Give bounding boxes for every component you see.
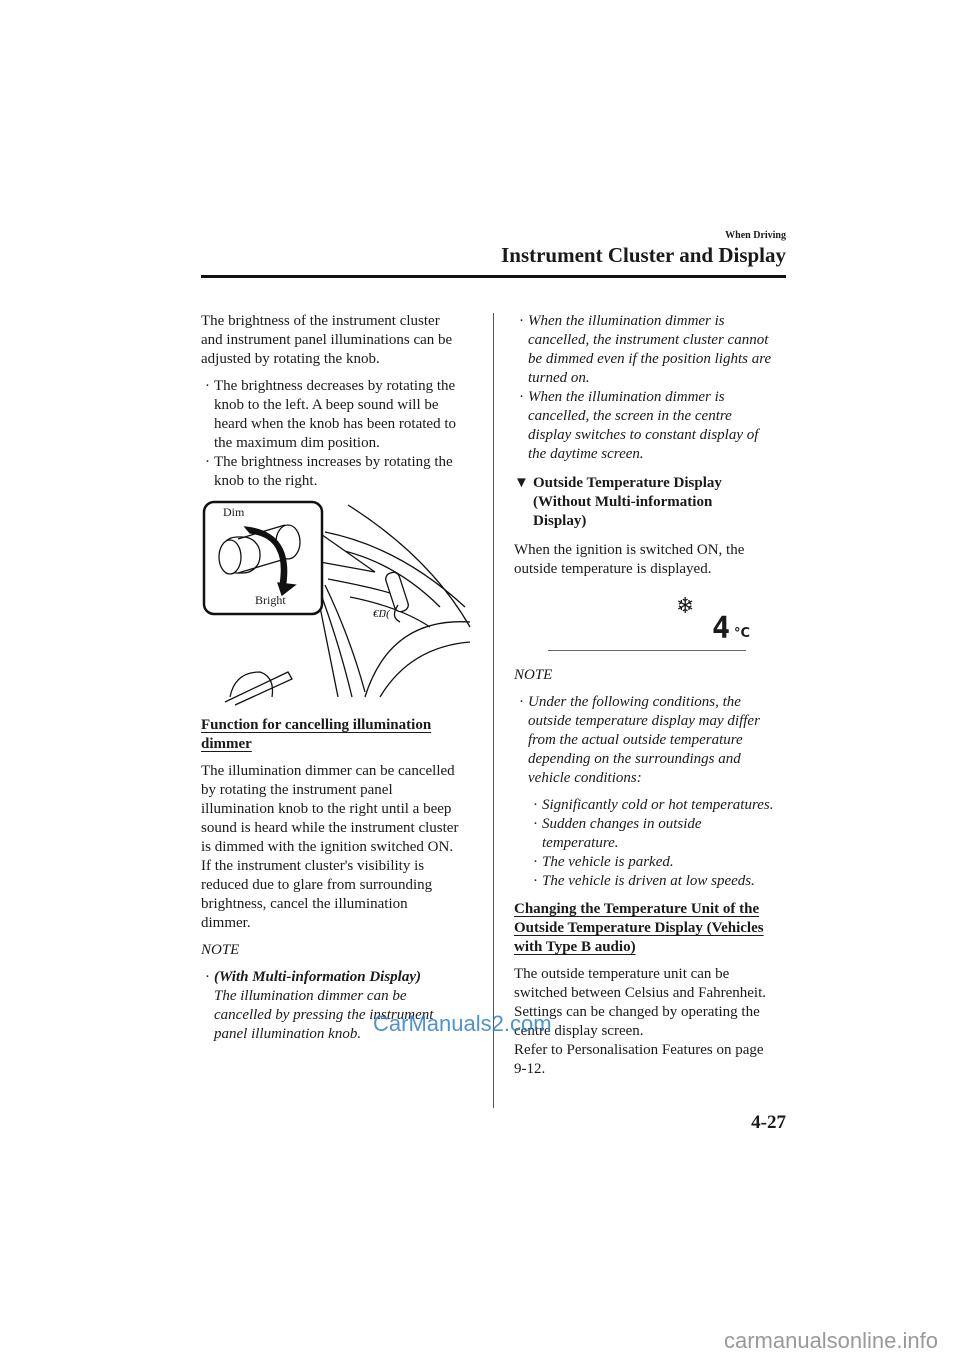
header-rule [201, 275, 786, 278]
section-heading: Changing the Temperature Unit of the Outside Temperature Display (Vehicles with Type B audio) [514, 901, 764, 955]
note-bullet: Under the following conditions, the outside temperature display may differ from the actual outside temperature depending on the surroundings and vehicle conditions: [528, 694, 760, 786]
note-label: NOTE [201, 942, 240, 958]
display-baseline [548, 650, 746, 651]
section-label: When Driving [725, 230, 786, 241]
watermark-top[interactable]: CarManuals2.com [373, 1011, 552, 1036]
bullet-dot: · [205, 454, 210, 470]
page-title: Instrument Cluster and Display [501, 243, 786, 267]
temperature-unit: °C [734, 626, 751, 641]
sub-bullet: The vehicle is driven at low speeds. [542, 873, 755, 889]
bullet-dot: · [519, 389, 524, 405]
bullet-dot: · [533, 816, 538, 832]
dim-label: Dim [223, 505, 245, 519]
sub-bullet: The vehicle is parked. [542, 854, 674, 870]
note-body: The illumination dimmer can be cancelled by pressing the instrument panel illumination knob. [214, 988, 434, 1042]
bullet-item: The brightness increases by rotating the knob to the right. [214, 454, 453, 489]
dimmer-knob-figure [200, 497, 480, 707]
bullet-dot: · [533, 797, 538, 813]
snowflake-icon: ❄ [676, 594, 695, 619]
bullet-dot: · [533, 854, 538, 870]
bullet-dot: · [519, 313, 524, 329]
bullet-dot: · [205, 378, 210, 394]
bullet-dot: · [519, 694, 524, 710]
intro-paragraph: The brightness of the instrument cluster and instrument panel illuminations can be adjusted by rotating the knob. [201, 313, 453, 367]
body-paragraph: The illumination dimmer can be cancelled by rotating the instrument panel illumination knob to the right until a beep sound is heard while the instrument cluster is dimmed with the ignition switched ON. If the instrument cluster's visibility is reduced due to glare from surrounding brightness, cancel the illumination dimmer. [201, 763, 459, 931]
bullet-dot: · [205, 969, 210, 985]
bullet-item: The brightness decreases by rotating the knob to the left. A beep sound will be heard when the knob has been rotated to the maximum dim position. [214, 378, 456, 451]
body-paragraph: The outside temperature unit can be switched between Celsius and Fahrenheit. Settings can be changed by operating the centre display screen. Refer to Personalisation Features on page 9-12. [514, 966, 767, 1077]
bright-label: Bright [255, 593, 286, 607]
watermark-bottom[interactable]: carmanualsonline.info [723, 1328, 938, 1353]
sub-bullet: Sudden changes in outside temperature. [542, 816, 702, 851]
temperature-value: 4 [712, 611, 731, 646]
column-divider [493, 313, 494, 1108]
bullet-item: When the illumination dimmer is cancelled, the instrument cluster cannot be dimmed even if the position lights are turned on. [528, 313, 772, 386]
svg-text:€Ŋ(: €Ŋ( [373, 608, 390, 620]
bullet-item: When the illumination dimmer is cancelled, the screen in the centre display switches to constant display of the daytime screen. [528, 389, 759, 462]
section-heading: Outside Temperature Display (Without Multi-information Display) [533, 475, 722, 529]
heading-marker-icon: ▼ [514, 475, 529, 491]
sub-bullet: Significantly cold or hot temperatures. [542, 797, 774, 813]
body-paragraph: When the ignition is switched ON, the outside temperature is displayed. [514, 542, 745, 577]
note-title: (With Multi-information Display) [214, 969, 421, 985]
bullet-dot: · [533, 873, 538, 889]
section-heading: Function for cancelling illumination dimmer [201, 717, 432, 752]
temperature-display-figure [548, 594, 751, 654]
note-label: NOTE [514, 667, 553, 683]
page-number: 4-27 [751, 1112, 786, 1133]
